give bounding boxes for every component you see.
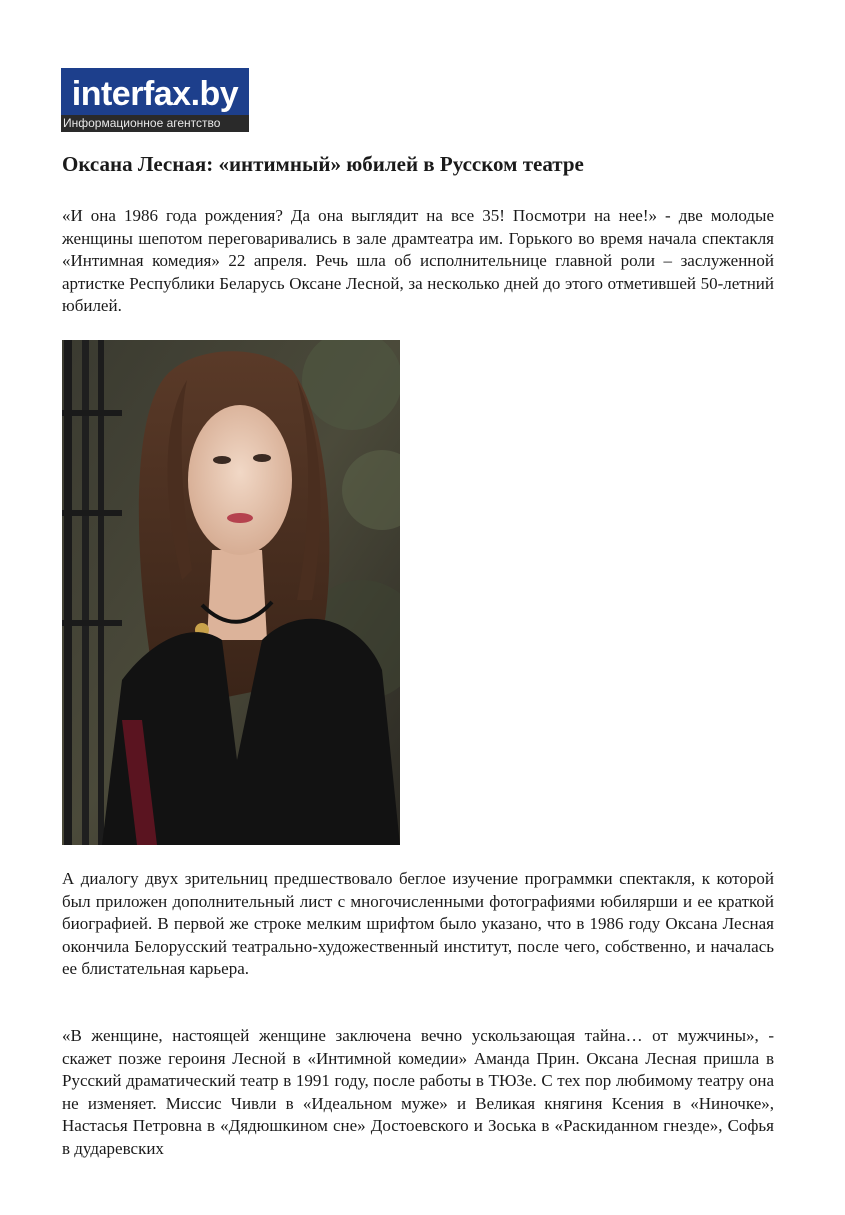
logo-tagline: Информационное агентство bbox=[61, 115, 249, 132]
logo-brand: interfax.by bbox=[71, 75, 239, 113]
interfax-logo bbox=[61, 68, 249, 132]
article-paragraph: А диалогу двух зрительниц предшествовало беглое изучение программки спектакля, к которой был приложен дополнительный лист с многочисленными фотографиями юбилярши и ее краткой биографией. В первой же строке мелким шрифтом было указано, что в 1986 году Оксана Лесная окончила Белорусский театрально-художественный институт, после чего, собственно, и началась ее блистательная карьера. bbox=[62, 869, 774, 978]
article-title: Оксана Лесная: «интимный» юбилей в Русском театре bbox=[62, 152, 584, 176]
article-paragraph: «И она 1986 года рождения? Да она выглядит на все 35! Посмотри на нее!» - две молодые женщины шепотом переговаривались в зале драмтеатра им. Горького во время начала спектакля «Интимная комедия» 22 апреля. Речь шла об исполнительнице главной роли – заслуженной артистке Республики Беларусь Оксане Лесной, за несколько дней до этого отметившей 50-летний юбилей. bbox=[62, 206, 774, 315]
article-paragraph: «В женщине, настоящей женщине заключена вечно ускользающая тайна… от мужчины», - скажет позже героиня Лесной в «Интимной комедии» Аманда Прин. Оксана Лесная пришла в Русский драматический театр в 1991 году, после работы в ТЮЗе. С тех пор любимому театру она не изменяет. Миссис Чивли в «Идеальном муже» и Великая княгиня Ксения в «Ниночке», Настасья Петровна в «Дядюшкином сне» Достоевского и Зоська в «Раскиданном гнезде», Софья в дударевских bbox=[62, 1026, 774, 1158]
portrait-photo bbox=[62, 340, 400, 845]
